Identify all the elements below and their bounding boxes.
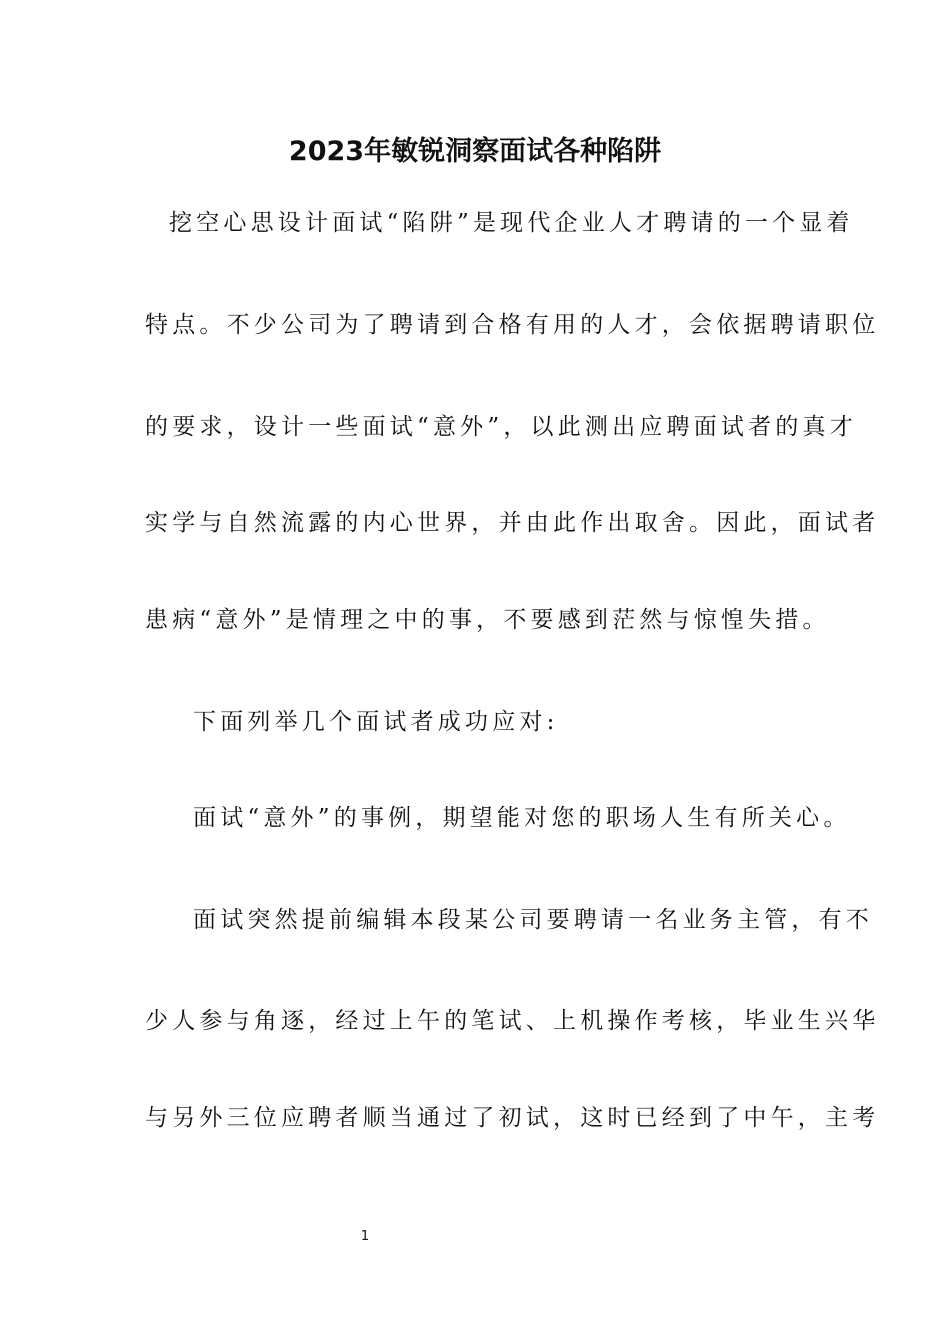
paragraph-line: 面试突然提前编辑本段某公司要聘请一名业务主管，有不	[193, 907, 873, 933]
paragraph-line: 下面列举几个面试者成功应对:	[193, 709, 559, 735]
document-title: 2023年敏锐洞察面试各种陷阱	[288, 136, 662, 167]
page-number: 1	[360, 1229, 370, 1244]
paragraph-line: 面试“意外”的事例，期望能对您的职场人生有所关心。	[193, 805, 851, 831]
paragraph-line: 特点。不少公司为了聘请到合格有用的人才，会依据聘请职位	[145, 312, 880, 338]
paragraph-line: 少人参与角逐，经过上午的笔试、上机操作考核，毕业生兴华	[145, 1008, 880, 1034]
paragraph-line: 与另外三位应聘者顺当通过了初试，这时已经到了中午，主考	[145, 1105, 880, 1131]
paragraph-line: 实学与自然流露的内心世界，并由此作出取舍。因此，面试者	[145, 510, 880, 536]
paragraph-line: 挖空心思设计面试“陷阱”是现代企业人才聘请的一个显着	[169, 210, 854, 236]
paragraph-line: 患病“意外”是情理之中的事，不要感到茫然与惊惶失措。	[145, 607, 830, 633]
paragraph-line: 的要求，设计一些面试“意外”，以此测出应聘面试者的真才	[145, 414, 857, 440]
